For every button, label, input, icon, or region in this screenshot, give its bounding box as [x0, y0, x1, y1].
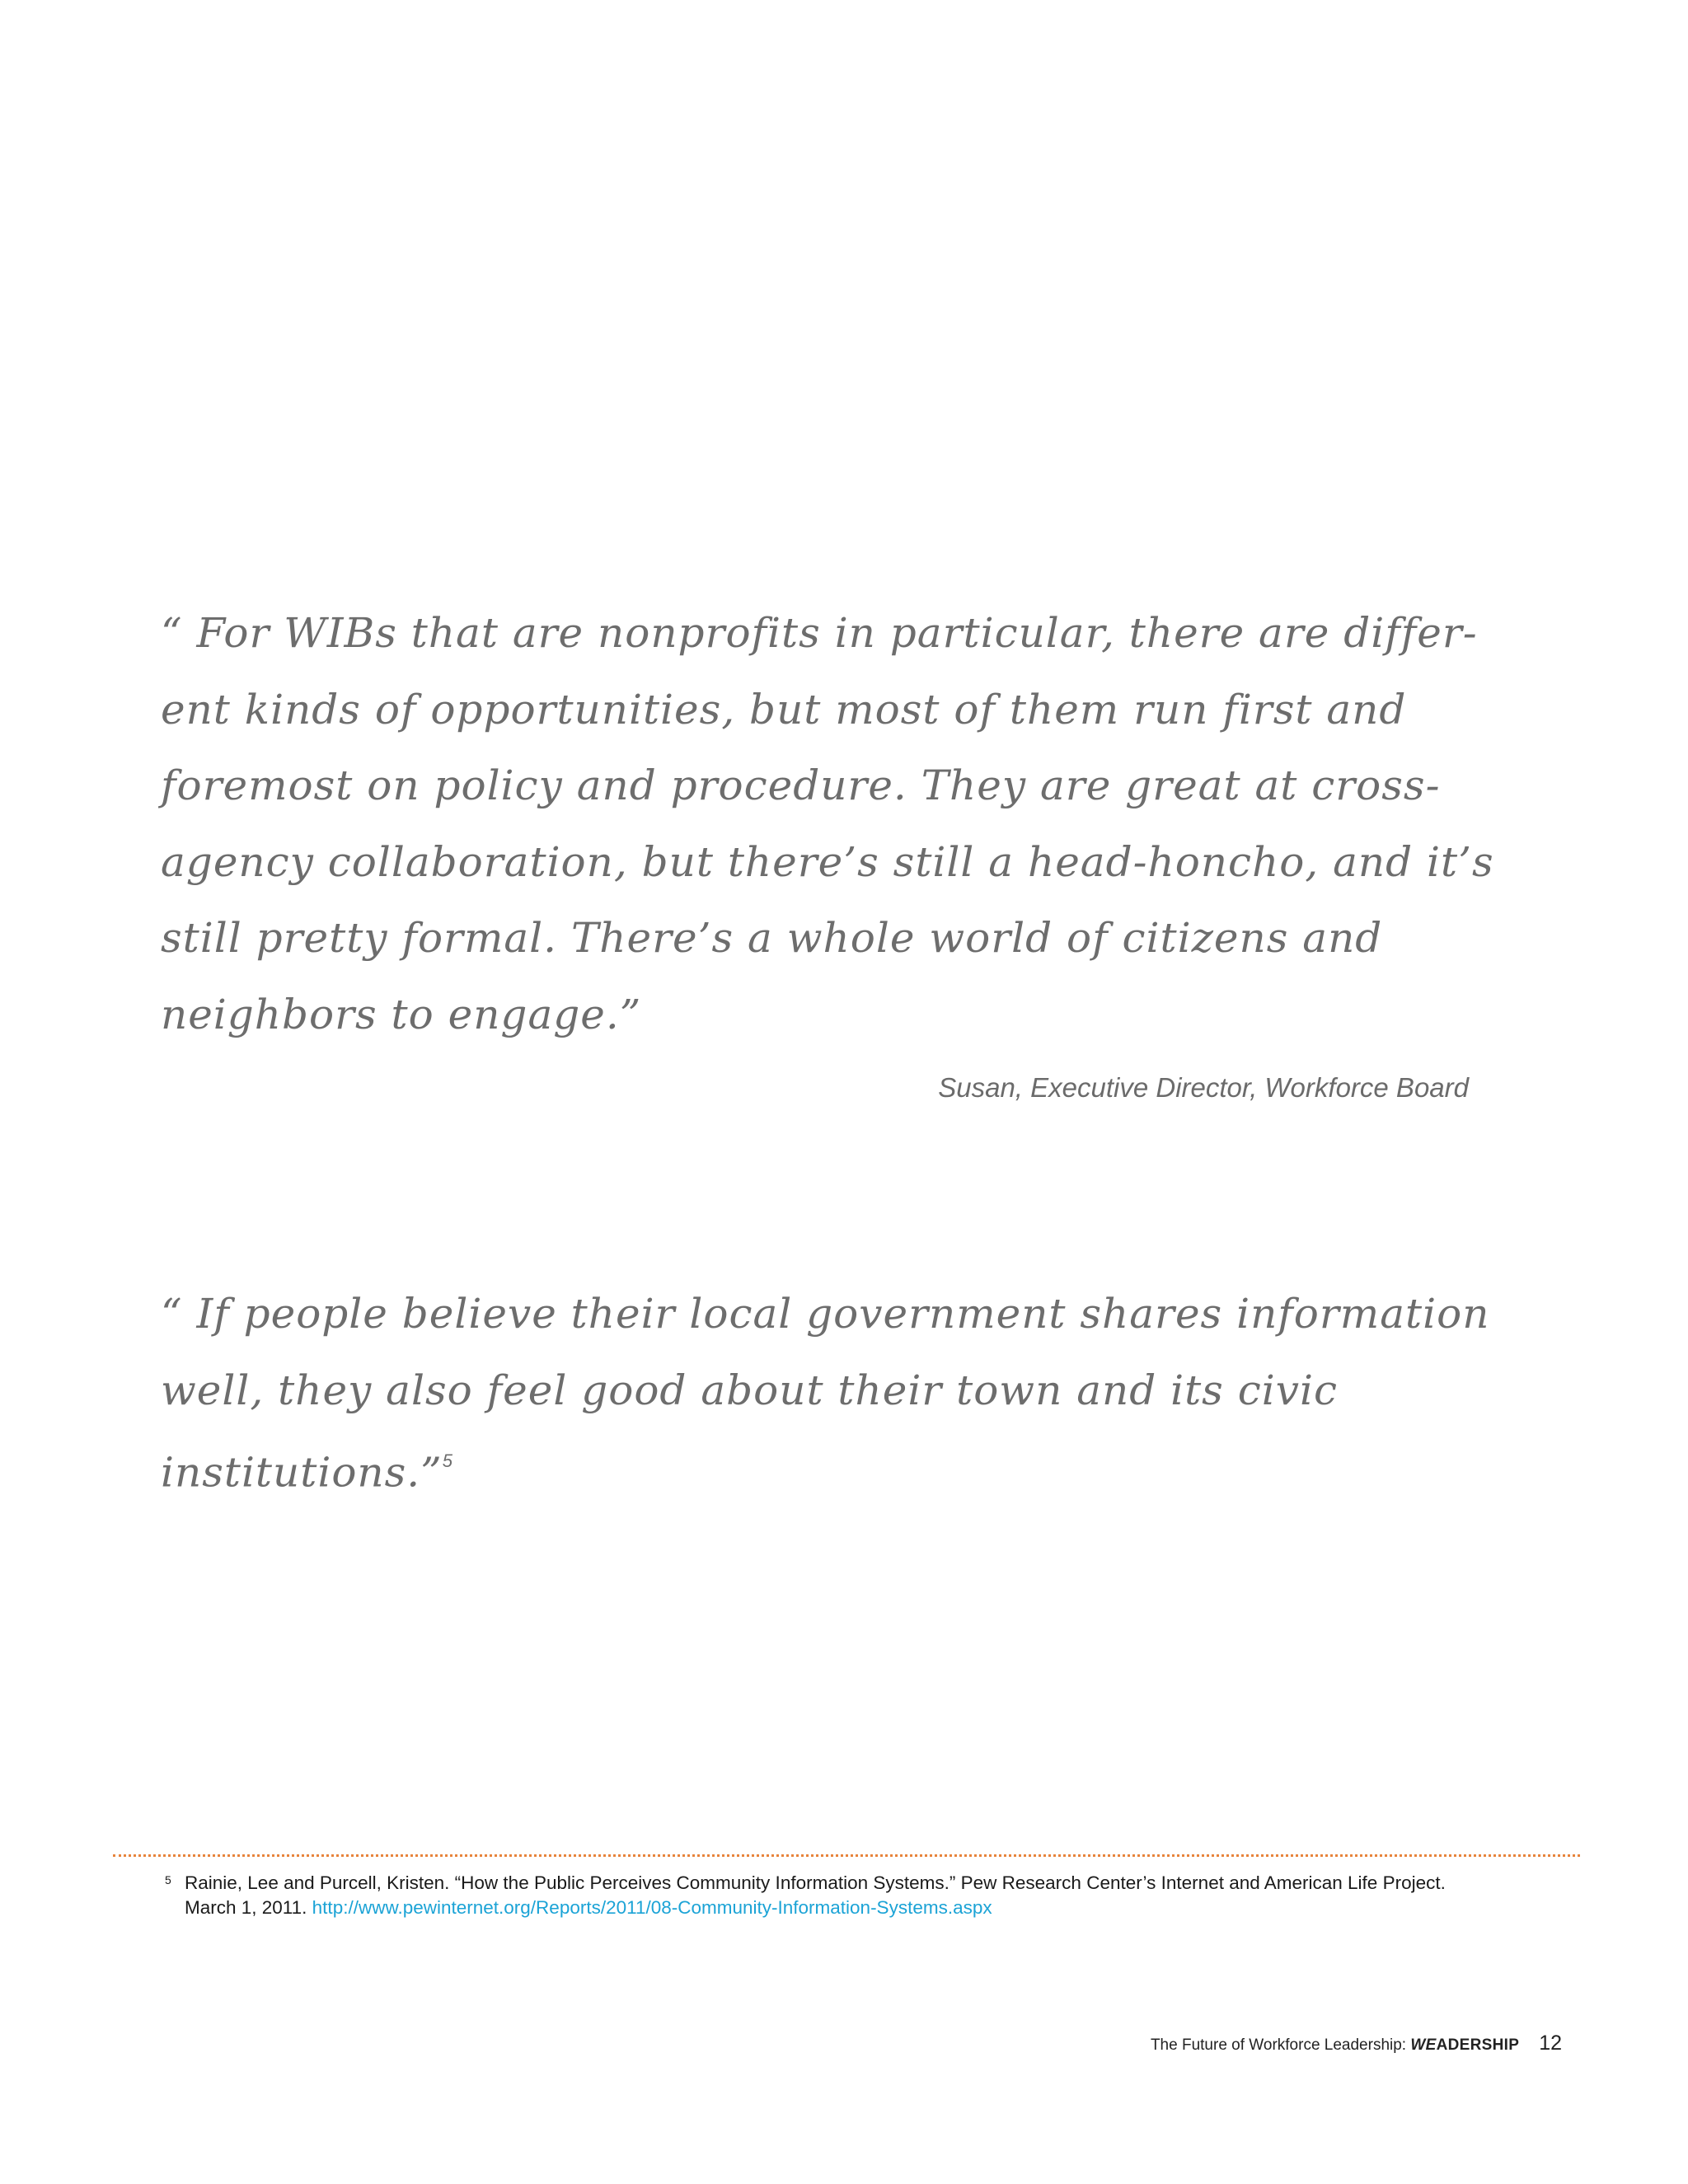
footer-brand: [1410, 2036, 1519, 2054]
footnote-divider: [113, 1854, 1580, 1857]
quote-line: institutions.”: [161, 1448, 443, 1497]
quote-attribution: Susan, Executive Director, Workforce Board: [938, 1072, 1469, 1103]
quote-line-with-ref: [161, 1428, 1529, 1511]
quote-line: foremost on policy and procedure. They are great at cross-: [161, 762, 1441, 809]
footnote-mark: 5: [165, 1873, 171, 1886]
footer-title: The Future of Workforce Leadership:: [1150, 2036, 1411, 2054]
quote-line: well, they also feel good about their town and its civic: [161, 1366, 1338, 1414]
page-number: 12: [1539, 2032, 1562, 2055]
footnote: [165, 1871, 1566, 1920]
quote-line: ent kinds of opportunities, but most of them run first and: [161, 685, 1407, 733]
quote-line: still pretty formal. There’s a whole world of citizens and: [161, 914, 1383, 962]
quote-line: “ For WIBs that are nonprofits in particular, there are differ-: [161, 609, 1478, 657]
footnote-body: [185, 1871, 1566, 1920]
footnote-link[interactable]: http://www.pewinternet.org/Reports/2011/08-Community-Information-Systems.aspx: [312, 1897, 992, 1918]
footer-brand-rest: ADERSHIP: [1436, 2036, 1520, 2054]
footnote-citation-line2: [185, 1896, 1566, 1920]
pull-quote-local-government: [161, 1276, 1529, 1511]
quote-line: “ If people believe their local government shares information: [161, 1290, 1490, 1338]
footnote-citation: Rainie, Lee and Purcell, Kristen. “How the Public Perceives Community Information Systems.” Pew Research Center’s Internet and American Life Project.: [185, 1872, 1446, 1893]
page-footer: [1151, 2032, 1562, 2055]
quote-line: neighbors to engage.”: [161, 990, 642, 1038]
footer-brand-we: WE: [1410, 2036, 1437, 2054]
quote-line: agency collaboration, but there’s still a head-honcho, and it’s: [161, 837, 1494, 886]
footnote-reference[interactable]: 5: [442, 1451, 452, 1471]
pull-quote-wibs: [161, 595, 1529, 1052]
footnote-date: March 1, 2011.: [185, 1897, 312, 1918]
